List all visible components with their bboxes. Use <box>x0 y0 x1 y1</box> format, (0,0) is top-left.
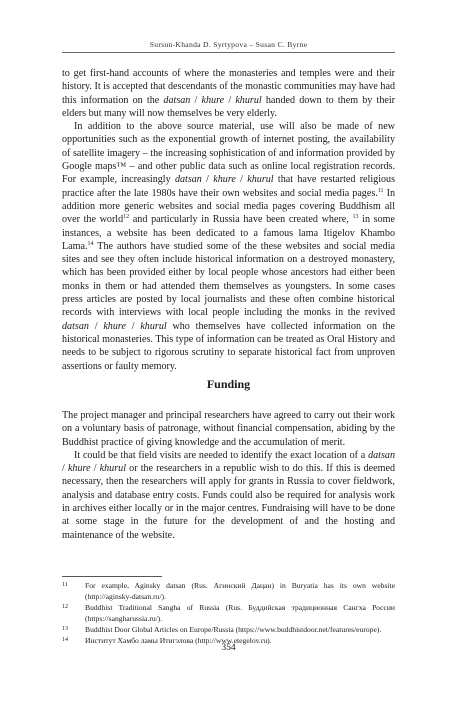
footnote-text: Институт Хамбо ламы Итигэлова (http://www.etegelov.ru). <box>85 636 272 645</box>
text-run: handed down to them by their elders but many will now themselves be very elderly. <box>62 94 396 119</box>
italic-term: khurul <box>235 94 262 106</box>
footnote-ref: 11 <box>377 187 384 194</box>
italic-term: datsan <box>163 94 191 106</box>
section-heading-funding: Funding <box>206 377 251 391</box>
page-number: 354 <box>221 643 236 653</box>
text-run: In addition more generic websites and social media pages covering Buddhism all over the world <box>62 187 396 226</box>
text-run: who themselves have collected information on the historical monasteries. This type of information can be treated as Oral History and needs to be subject to rigorous scrutiny to separate historical fact from unproven assertions or faulty memory. <box>62 320 395 372</box>
text-run: that have restarted religious practice after the late 1980s have their own websites and social media pages. <box>62 174 396 199</box>
footnote-number: 12 <box>62 604 68 610</box>
footnotes <box>62 580 395 646</box>
text-run: / <box>235 174 248 186</box>
italic-term: khurul <box>247 174 274 186</box>
paragraph <box>62 449 395 542</box>
text-run: or the researchers in a republic wish to do this. If this is deemed necessary, then the researchers will apply for grants in Russia to cover fieldwork, analysis and database entry costs. Funds could also be required for analysis work in archives either locally or in the major centres. Fundraising will have to be done at some stage in the future for the development of and the hosting and maintenance of the website. <box>62 463 396 541</box>
italic-term: datsan <box>62 320 89 332</box>
italic-term: datsan <box>368 449 395 461</box>
italic-term: khurul <box>140 320 167 332</box>
footnote-number: 14 <box>62 637 68 643</box>
text-run: In addition to the above source material, use will also be made of new opportunities such as the exponential growth of internet posting, the availability of satellite imagery – the increasing sophistication of and information provided by Google maps™ – and other public data such as online local registration records. For example, increasingly <box>62 121 395 186</box>
text-run: in some instances, a website has been dedicated to a famous lama Itigelov Khambo Lama. <box>62 214 395 252</box>
footnote-ref: 14 <box>87 240 94 247</box>
running-head: Sursun-Khanda D. Syrtypova – Susan C. Byrne <box>149 40 308 49</box>
text-run: The project manager and principal researchers have agreed to carry out their work on a voluntary basis of patronage, without financial compensation, abiding by the Buddhist practice of giving knowledge and the accumulation of merit. <box>62 410 395 448</box>
italic-term: khure <box>201 94 225 106</box>
footnote-text: Buddhist Traditional Sangha of Russia (Rus. Буддийская традиционная Сангха России (https://sangharussia.ru/). <box>85 603 395 623</box>
text-run: / <box>90 463 100 475</box>
text-run: / <box>201 174 214 186</box>
text-run: / <box>224 94 236 106</box>
text-run: and particularly in Russia have been created where, <box>129 214 353 226</box>
paragraph <box>62 67 395 120</box>
text-run: to get first-hand accounts of where the monasteries and temples were and their history. It is accepted that descendants of the monastic communities may have had this information on the <box>62 68 395 106</box>
footnote-rule <box>62 576 162 577</box>
footnote-ref: 13 <box>352 214 359 221</box>
text-run: It could be that field visits are needed to identify the exact location of a <box>74 449 369 461</box>
paragraph <box>62 120 395 373</box>
footnote-text: Buddhist Door Global Articles on Europe/Russia (https://www.buddhistdoor.net/features/europe). <box>85 625 382 634</box>
italic-term: khure <box>67 463 91 475</box>
footnote-item <box>62 580 395 602</box>
text-run: / <box>62 463 68 475</box>
footnote-ref: 12 <box>123 214 130 221</box>
body-text-funding <box>62 409 395 542</box>
footnote-item <box>62 602 395 624</box>
text-run: / <box>190 94 202 106</box>
text-run: / <box>125 320 141 332</box>
paragraph <box>62 409 395 449</box>
text-run: The authors have studied some of the these websites and social media sites and see they often include historical information on a destroyed monastery, which has been provided either by local people whose ancestors had either been monks in them or had attended them themselves as youngsters. In some cases press articles are posted by local journalists and these often combine historical records with interviews with local people including the monks in the revived <box>62 240 395 319</box>
footnote-number: 11 <box>62 582 68 588</box>
footnote-item <box>62 624 395 635</box>
italic-term: khure <box>103 320 126 332</box>
italic-term: khure <box>213 174 236 186</box>
header-rule <box>62 52 395 53</box>
text-run: / <box>88 320 104 332</box>
footnote-number: 13 <box>62 626 68 632</box>
italic-term: khurul <box>99 463 127 475</box>
italic-term: datsan <box>174 174 202 186</box>
footnote-text: For example, Aginsky datsan (Rus. Агинский Дацан) in Buryatia has its own website (http://aginsky-datsan.ru/). <box>85 581 395 601</box>
body-text-intro <box>62 67 395 373</box>
